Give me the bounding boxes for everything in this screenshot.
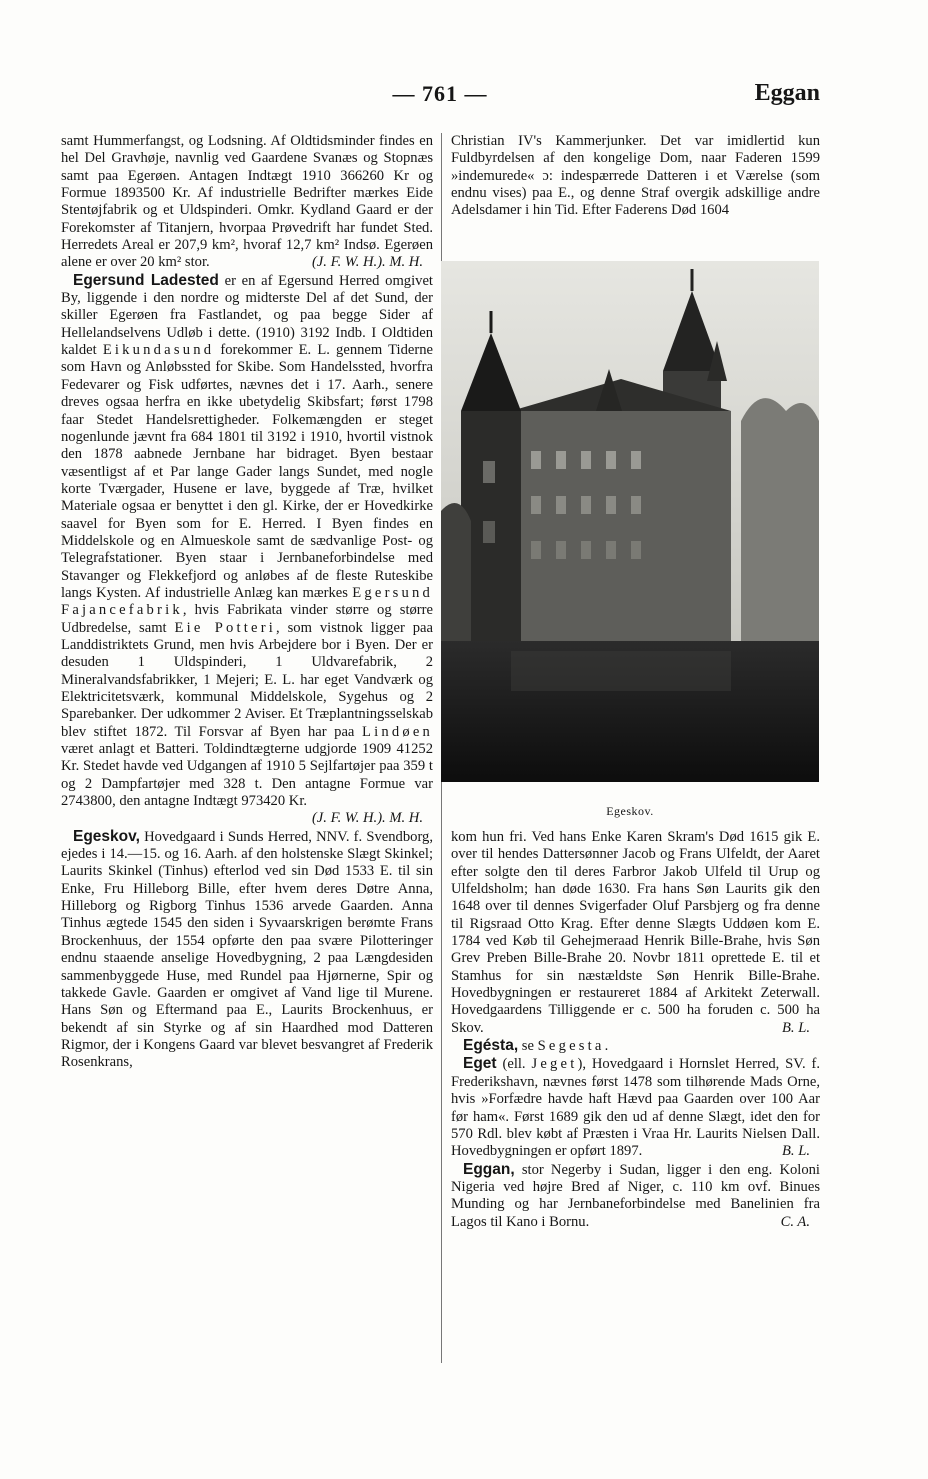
entry-egersund-herred-end [61,133,433,272]
egeskov-photo [441,261,819,782]
cross-reference: Segesta [537,1038,605,1055]
spaced-term: Egersund Fajancefabrik [61,584,433,619]
paragraph-text: ), Hovedgaard i Hornslet Herred, SV. f. Frederikshavn, nævnes først 1478 som tilhørende Mads Orne, hvis »Forfædre havde haft Hævd paa Gaarden over 100 Aar før ham«. Først 1689 gik den ud af denne Slægt, idet den for 570 Rdl. blev købt af Præsten i Vraa Hr. Laurits Nielsen Dall. Hovedbygningen er opført 1897. [451,1056,820,1160]
guide-word: Eggan [754,80,820,106]
paragraph-text: forekommer E. L. gennem Tiderne som Havn og Anløbssted for Skibe. Som Handelssted, hvorfra Fedevarer og Fisk udførtes, nævnes det i 17. Aarh., senere dreves ogsaa herfra en ikke ubetydelig Skibsfart; først 1798 faar Stedet Handelsrettigheder. Folkemængden er steget nogenlunde jævnt fra 684 1801 til 3192 i 1910, hvortil vistnok den 1878 aabnede Jernbane har bidraget. Byen bestaar væsentligst af et Par lange Gader langs Sundet, med nogle korte Tværgader, Husene er lave, byggede af Træ, hvilket Materiale ogsaa er benyttet i den gl. Kirke, der er Hovedkirke saavel for Byen som for E. Herred. I Byen findes en Middelskole og en Almueskole samt de sædvanlige Post- og Telegrafstationer. Byen staar i Jernbaneforbindelse med Stavanger og Flekkefjord og anløbes af de fleste Ruteskibe langs Kysten. Af industrielle Anlæg kan mærkes [61,342,433,601]
paragraph-text: er en af Egersund Herred omgivet By, liggende i den nordre og midterste Del af det Sund, der skiller Egerøen fra Fastlandet, og paa begge Sider af Hellelandselvens Udløb i dette. (1910) 3192 Indb. I Oldtiden kaldet [61,272,433,359]
paragraph-text: samt Hummerfangst, og Lodsning. Af Oldtidsminder findes en hel Del Gravhøje, navnlig ved Gaardene Svanæs og Stopnæs samt paa Egerøen. Antagen Indtægt 1910 366260 Kr og Formue 1893500 Kr. Af industrielle Bedrifter mærkes Eide Stentøjfabrik og et Uldspinderi. Omkr. Kydland Gaard er der Forekomster af Titanjern, hvorpaa Prøvedrift har fundet Sted. Herredets Areal er 207,9 km², hvoraf 12,7 km² Indsø. Egerøen alene er over 20 km² stor. [61,133,433,271]
author-signature: (J. F. W. H.). M. H. [311,810,423,827]
entry-egeskov [61,828,433,1072]
photo-caption: Egeskov. [606,804,654,818]
spaced-term: Lindøen [361,723,433,740]
spaced-term: Eie Potteri [174,619,277,636]
author-signature: (J. F. W. H.). M. H. [311,254,423,271]
paragraph-text: stor Negerby i Sudan, ligger i den eng. Koloni Nigeria ved højre Bred af Niger, c. 110 km ovf. Binues Munding og har Jernbaneforbindelse med Banelinien fra Lagos til Kano i Bornu. [451,1161,820,1230]
trees-right [741,398,819,681]
paragraph-text: været anlagt et Batteri. Toldindtægterne udgjorde 1909 41252 Kr. Stedet havde ved Udgangen af 1910 5 Sejlfartøjer paa 359 t og 2 Dampfartøjer med 328 t. Den antagne Formue var 2743800, den antagne Indtægt 973420 Kr. [61,741,433,810]
headword: Eggan, [463,1160,515,1178]
paragraph-text: kom hun fri. Ved hans Enke Karen Skram's Død 1615 gik E. over til hendes Dattersønner Jacob og Frans Ulfeldt, der Aaret efter solgte den til deres Farbror Jakob Ulfeld til Urup og Ulfeldsholm; han døde 1630. Fra hans Søn Laurits gik den 1648 over til dennes Svigerfader Oluf Parsbjerg og fra denne til Rigsraad Otto Krag. Efter denne Slægts Uddøen kom E. 1784 ved Køb til Gehejmeraad Henrik Bille-Brahe, hvis Søn Grev Preben Bille-Brahe 20. Novbr 1811 oprettede E. til et Stamhus for sin næstældste Søn Henrik Bille-Brahe. Hovedbygningen er restaureret 1884 af Arkitekt Zeterwall. Hovedgaardens Tilliggende er c. 500 ha foruden c. 500 ha Skov. [451,829,820,1036]
headword: Eget [463,1055,497,1073]
entry-egersund-ladested [61,271,433,827]
entry-egesta [451,1037,820,1055]
paragraph-text: (ell. [496,1056,532,1073]
right-column-top [451,133,820,220]
right-column-bottom [451,829,820,1231]
egeskov-continuation: Christian IV's Kammerjunker. Det var imidlertid kun Fuldbyrdelsen af den kongelige Dom, naar Faderen 1599 »indemurede« ɔ: indespærrede Datteren i et Værelse (som endnu vises) paa E., og denne Straf overgik adskillige andre Adelsdamer i hin Tid. Efter Faderens Død 1604 [451,133,820,219]
reflection [511,651,731,691]
paragraph-text: se [518,1038,538,1055]
entry-eget [451,1055,820,1160]
headword: Egésta, [463,1037,519,1055]
headword: Egersund Ladested [73,271,219,289]
castle-illustration [441,261,819,782]
egeskov-continuation-2 [451,829,820,1037]
author-signature: B. L. [782,1019,810,1036]
page-number: — 761 — [392,81,488,106]
paragraph-text: Hovedgaard i Sunds Herred, NNV. f. Svendborg, ejedes i 14.—15. og 16. Aarh. af den holstenske Slægt Skinkel; Laurits Skinkel (Tinhus) efterlod ved sin Død 1533 E. til sin Enke, Fru Hilleborg Bille, efter hvem deres Døtre Anna, Hilleborg og Rigborg Tinhus 1536 arvede Gaarden. Anna Tinhus ægtede 1545 den siden i Syvaarskrigen berømte Frans Brockenhuus, der 1554 opførte den paa svære Pilotteringer endnu staaende anselige Hovedbygning, 2 paa Længdesiden sammenbyggede Huse, med Rundel paa Hjørnerne, Spir og takkede Gavle. Gaarden er omgivet af Vand lige til Murene. Hans Søn og Eftermand paa E., Laurits Brockenhuus, er bekendt af sin Styrke og af sin Haardhed mod Datteren Rigmor, der i Kongens Gaard var blevet besvangret af Frederik Rosenkrans, [61,828,433,1071]
spaced-term: Jeget [531,1056,578,1073]
author-signature: B. L. [782,1143,810,1160]
paragraph-text: , som vistnok ligger paa Landdistriktets Grund, men hvis Arbejdere bor i Byen. Der er desuden 1 Uldspinderi, 1 Uldvarefabrik, 2 Mineralvandsfabrikker, 1 Mejeri; E. L. har eget Vandværk og Elektricitetsværk, kommunal Middelskole, Sygehus og 2 Sparebanker. Der udkommer 2 Aviser. Et Træplantningsselskab blev stiftet 1872. Til Forsvar af Byen har paa [61,619,433,740]
spaced-term: Eikundasund [102,342,215,359]
headword: Egeskov, [73,827,140,845]
castle-main-building [511,379,731,641]
paragraph-text: , hvis Fabrikata vinder større og større Udbredelse, samt [61,602,433,636]
paragraph-text: . [604,1038,609,1055]
entry-eggan [451,1161,820,1231]
author-signature: C. A. [780,1213,810,1230]
left-column [61,133,433,1072]
